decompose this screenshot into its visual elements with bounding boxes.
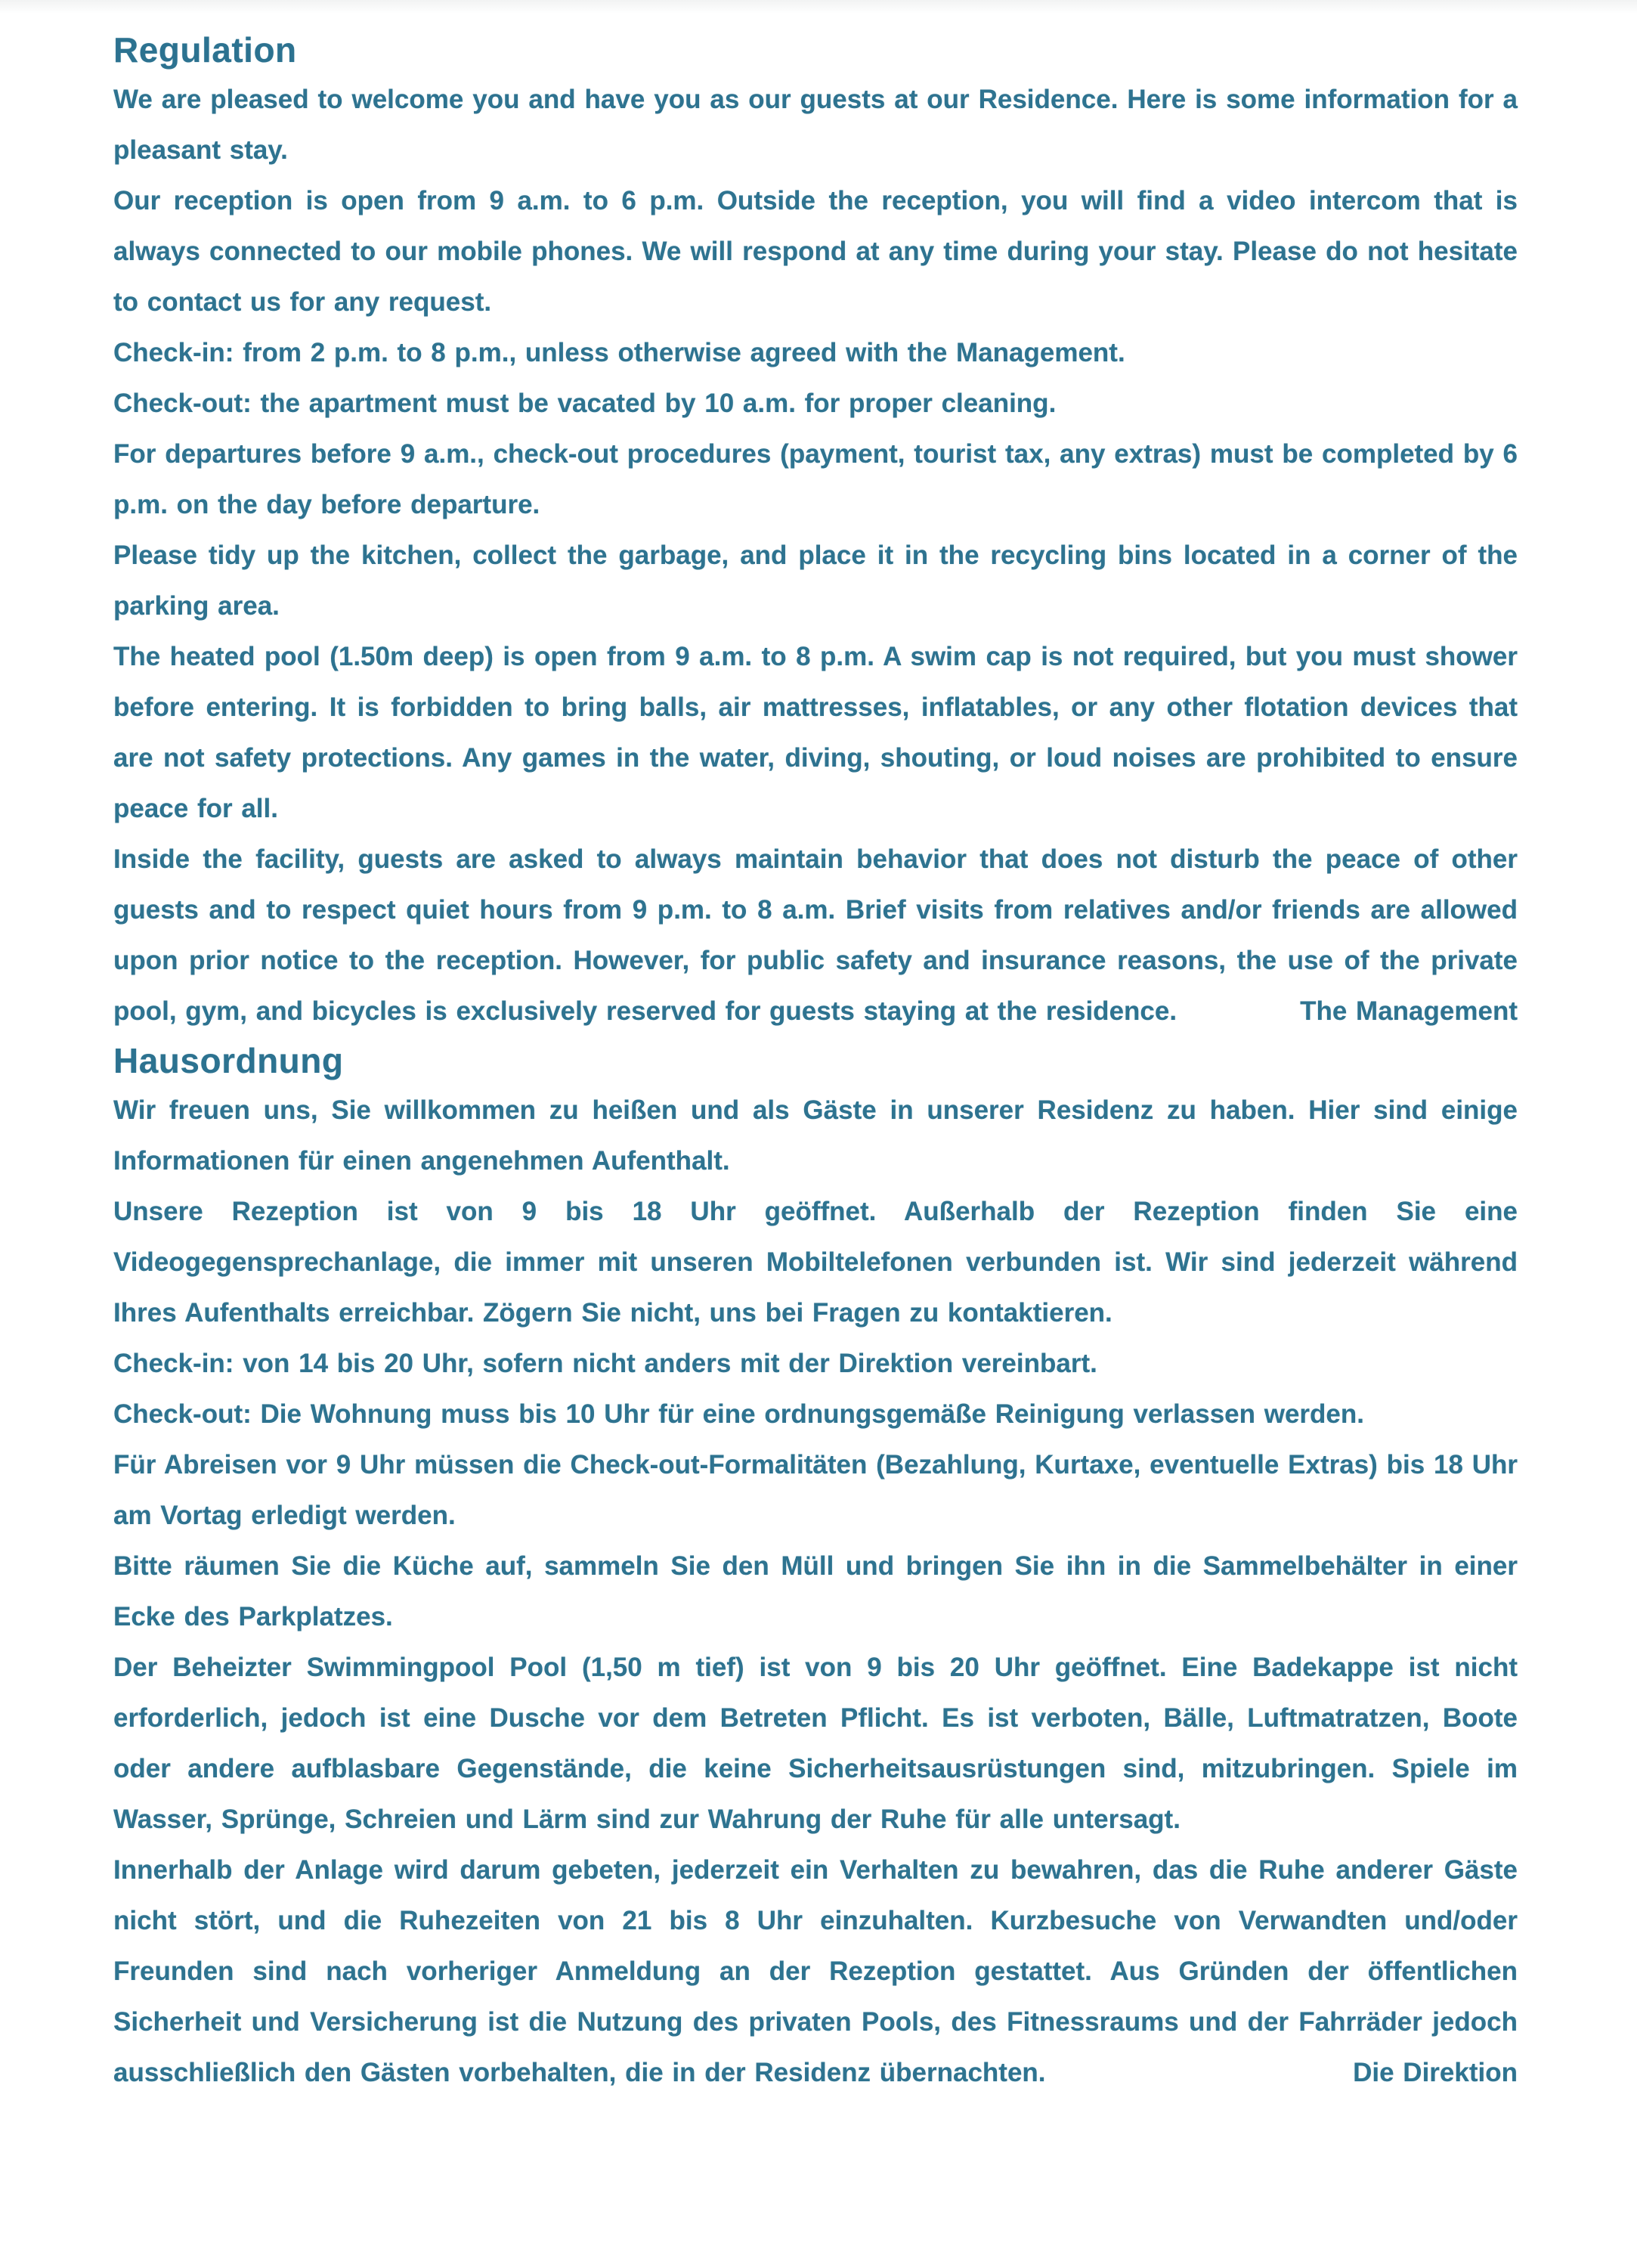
paragraph-text: Check-out: the apartment must be vacated by 10 a.m. for proper cleaning. bbox=[113, 389, 1057, 418]
paragraph bbox=[113, 631, 1518, 834]
paragraph-text: Inside the facility, guests are asked to always maintain behavior that does not disturb the peace of other guests and to respect quiet hours from 9 p.m. to 8 a.m. Brief visits from relatives and/or friends are allowed upon prior notice to the reception. However, for public safety and insurance reasons, the use of the private pool, gym, and bicycles is exclusively reserved for guests staying at the residence. bbox=[113, 844, 1518, 1026]
paragraph bbox=[113, 1845, 1518, 2098]
paragraph bbox=[113, 1642, 1518, 1845]
paragraph bbox=[113, 1389, 1518, 1439]
paragraph-text: Our reception is open from 9 a.m. to 6 p.m. Outside the reception, you will find a video intercom that is always connected to our mobile phones. We will respond at any time during your stay. Please do not hesitate to contact us for any request. bbox=[113, 186, 1518, 317]
paragraph-text: Check-in: von 14 bis 20 Uhr, sofern nicht anders mit der Direktion vereinbart. bbox=[113, 1349, 1097, 1378]
section-heading-regulation: Regulation bbox=[113, 30, 297, 70]
paragraph bbox=[113, 327, 1518, 378]
section-heading-hausordnung: Hausordnung bbox=[113, 1041, 344, 1080]
paragraph bbox=[113, 1439, 1518, 1541]
paragraph bbox=[113, 1186, 1518, 1338]
paragraph bbox=[113, 834, 1518, 1036]
paragraph-text: Für Abreisen vor 9 Uhr müssen die Check-out-Formalitäten (Bezahlung, Kurtaxe, eventuelle Extras) bis 18 Uhr am Vortag erledigt werden. bbox=[113, 1450, 1518, 1530]
paragraph-text: We are pleased to welcome you and have you as our guests at our Residence. Here is some information for a pleasant stay. bbox=[113, 85, 1518, 165]
paragraph bbox=[113, 429, 1518, 530]
paragraph bbox=[113, 530, 1518, 631]
paragraph bbox=[113, 1338, 1518, 1389]
paragraph bbox=[113, 378, 1518, 429]
paragraph-text: The heated pool (1.50m deep) is open from 9 a.m. to 8 p.m. A swim cap is not required, but you must shower before entering. It is forbidden to bring balls, air mattresses, inflatables, or any other flotation devices that are not safety protections. Any games in the water, diving, shouting, or loud noises are prohibited to ensure peace for all. bbox=[113, 642, 1518, 823]
paragraph-text: Bitte räumen Sie die Küche auf, sammeln Sie den Müll und bringen Sie ihn in die Sammelbehälter in einer Ecke des Parkplatzes. bbox=[113, 1551, 1518, 1631]
paragraph bbox=[113, 74, 1518, 175]
signature-management: The Management bbox=[1300, 996, 1518, 1026]
paragraph-text: Please tidy up the kitchen, collect the garbage, and place it in the recycling bins located in a corner of the parking area. bbox=[113, 541, 1518, 621]
paragraph-text: Der Beheizter Swimmingpool Pool (1,50 m tief) ist von 9 bis 20 Uhr geöffnet. Eine Badekappe ist nicht erforderlich, jedoch ist eine Dusche vor dem Betreten Pflicht. Es ist verboten, Bälle, Luftmatratzen, Boote oder andere aufblasbare Gegenstände, die keine Sicherheitsausrüstungen sind, mitzubringen. Spiele im Wasser, Sprünge, Schreien und Lärm sind zur Wahrung der Ruhe für alle untersagt. bbox=[113, 1653, 1518, 1834]
paragraph-text: Check-in: from 2 p.m. to 8 p.m., unless otherwise agreed with the Management. bbox=[113, 338, 1125, 367]
paragraph-text: Check-out: Die Wohnung muss bis 10 Uhr für eine ordnungsgemäße Reinigung verlassen werden. bbox=[113, 1399, 1365, 1429]
paragraph bbox=[113, 175, 1518, 327]
paragraph-text: Wir freuen uns, Sie willkommen zu heißen und als Gäste in unserer Residenz zu haben. Hier sind einige Informationen für einen angenehmen Aufenthalt. bbox=[113, 1095, 1518, 1176]
paragraph-text: Innerhalb der Anlage wird darum gebeten, jederzeit ein Verhalten zu bewahren, das die Ruhe anderer Gäste nicht stört, und die Ruhezeiten von 21 bis 8 Uhr einzuhalten. Kurzbesuche von Verwandten und/oder Freunden sind nach vorheriger Anmeldung an der Rezeption gestattet. Aus Gründen der öffentlichen Sicherheit und Versicherung ist die Nutzung des privaten Pools, des Fitnessraums und der Fahrräder jedoch ausschließlich den Gästen vorbehalten, die in der Residenz übernachten. bbox=[113, 1855, 1518, 2087]
paragraph-text: For departures before 9 a.m., check-out procedures (payment, tourist tax, any extras) must be completed by 6 p.m. on the day before departure. bbox=[113, 439, 1518, 519]
paragraph bbox=[113, 1085, 1518, 1186]
paragraph bbox=[113, 1541, 1518, 1642]
signature-direktion: Die Direktion bbox=[1353, 2058, 1518, 2087]
paragraph-text: Unsere Rezeption ist von 9 bis 18 Uhr geöffnet. Außerhalb der Rezeption finden Sie eine Videogegensprechanlage, die immer mit unseren Mobiltelefonen verbunden ist. Wir sind jederzeit während Ihres Aufenthalts erreichbar. Zögern Sie nicht, uns bei Fragen zu kontaktieren. bbox=[113, 1197, 1518, 1328]
